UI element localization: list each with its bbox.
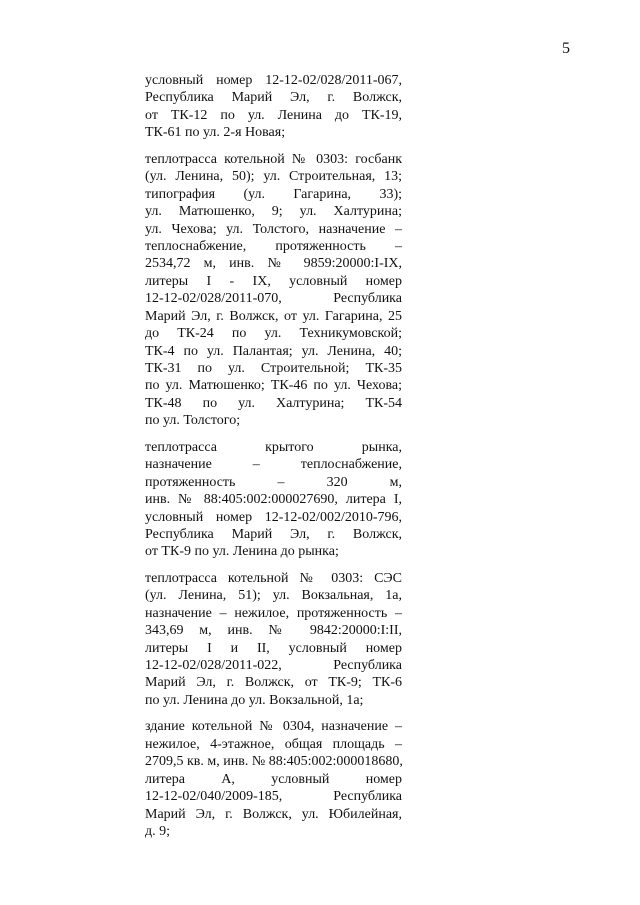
text-line: теплотрасса крытого рынка, [145, 439, 402, 455]
text-line: Республика Марий Эл, г. Волжск, [145, 90, 402, 106]
text-line: Марий Эл, г. Волжск, от ТК-9; ТК-6 [145, 675, 402, 691]
text-line: по ул. Матюшенко; ТК-46 по ул. Чехова; [145, 378, 402, 394]
text-line: теплотрасса котельной № 0303: СЭС [145, 570, 402, 586]
paragraph-heat-route-covered-market [145, 439, 402, 561]
text-line: ул. Чехова; ул. Толстого, назначение – [145, 221, 402, 237]
text-line: 2709,5 кв. м, инв. № 88:405:002:000018680, [145, 754, 403, 770]
text-line: литеры I - IX, условный номер [145, 273, 402, 289]
text-line: от ТК-12 по ул. Ленина до ТК-19, [145, 107, 402, 123]
text-line: условный номер 12-12-02/002/2010-796, [145, 509, 402, 525]
text-line: ТК-61 по ул. 2-я Новая; [145, 125, 286, 141]
text-line: 343,69 м, инв. № 9842:20000:I:II, [145, 623, 402, 639]
text-line: ул. Матюшенко, 9; ул. Халтурина; [145, 204, 402, 220]
text-line: д. 9; [145, 823, 171, 839]
text-line: 2534,72 м, инв. № 9859:20000:I-IX, [145, 256, 402, 272]
text-line: типография (ул. Гагарина, 33); [145, 186, 402, 202]
text-line: 12-12-02/028/2011-070, Республика [145, 291, 402, 307]
text-line: по ул. Ленина до ул. Вокзальной, 1а; [145, 692, 364, 708]
text-line: 12-12-02/040/2009-185, Республика [145, 789, 402, 805]
page-number: 5 [562, 40, 570, 57]
text-line: литеры I и II, условный номер [145, 640, 402, 656]
text-line: теплотрасса котельной № 0303: госбанк [145, 151, 402, 167]
text-line: здание котельной № 0304, назначение – [145, 719, 402, 735]
text-line: ТК-48 по ул. Халтурина; ТК-54 [145, 395, 402, 411]
text-line: ТК-31 по ул. Строительной; ТК-35 [145, 361, 402, 376]
paragraph-boiler-building-0304 [145, 718, 402, 840]
text-line: по ул. Толстого; [145, 413, 241, 429]
text-line: Марий Эл, г. Волжск, ул. Юбилейная, [145, 806, 402, 822]
paragraph-heat-route-boiler-0303-gosbank [145, 151, 402, 430]
text-line: 12-12-02/028/2011-022, Республика [145, 658, 402, 673]
text-line: литера А, условный номер [145, 771, 402, 787]
text-line: (ул. Ленина, 51); ул. Вокзальная, 1а, [145, 588, 402, 604]
text-line: условный номер 12-12-02/028/2011-067, [145, 73, 402, 88]
text-line: инв. № 88:405:002:000027690, литера I, [145, 492, 402, 508]
paragraph-heat-route-boiler-0303-ses [145, 570, 402, 710]
text-line: до ТК-24 по ул. Техникумовской; [145, 326, 402, 342]
document-text-column [145, 72, 402, 849]
text-line: от ТК-9 по ул. Ленина до рынка; [145, 544, 339, 560]
paragraph-heat-route-tk12 [145, 72, 402, 142]
text-line: назначение – теплоснабжение, [145, 457, 402, 473]
text-line: теплоснабжение, протяженность – [145, 238, 402, 254]
text-line: Марий Эл, г. Волжск, от ул. Гагарина, 25 [145, 308, 402, 324]
text-line: нежилое, 4-этажное, общая площадь – [145, 736, 402, 752]
text-line: протяженность – 320 м, [145, 474, 402, 490]
text-line: назначение – нежилое, протяженность – [145, 605, 402, 621]
text-line: ТК-4 по ул. Палантая; ул. Ленина, 40; [145, 343, 402, 359]
text-line: Республика Марий Эл, г. Волжск, [145, 526, 402, 542]
text-line: (ул. Ленина, 50); ул. Строительная, 13; [145, 169, 402, 185]
